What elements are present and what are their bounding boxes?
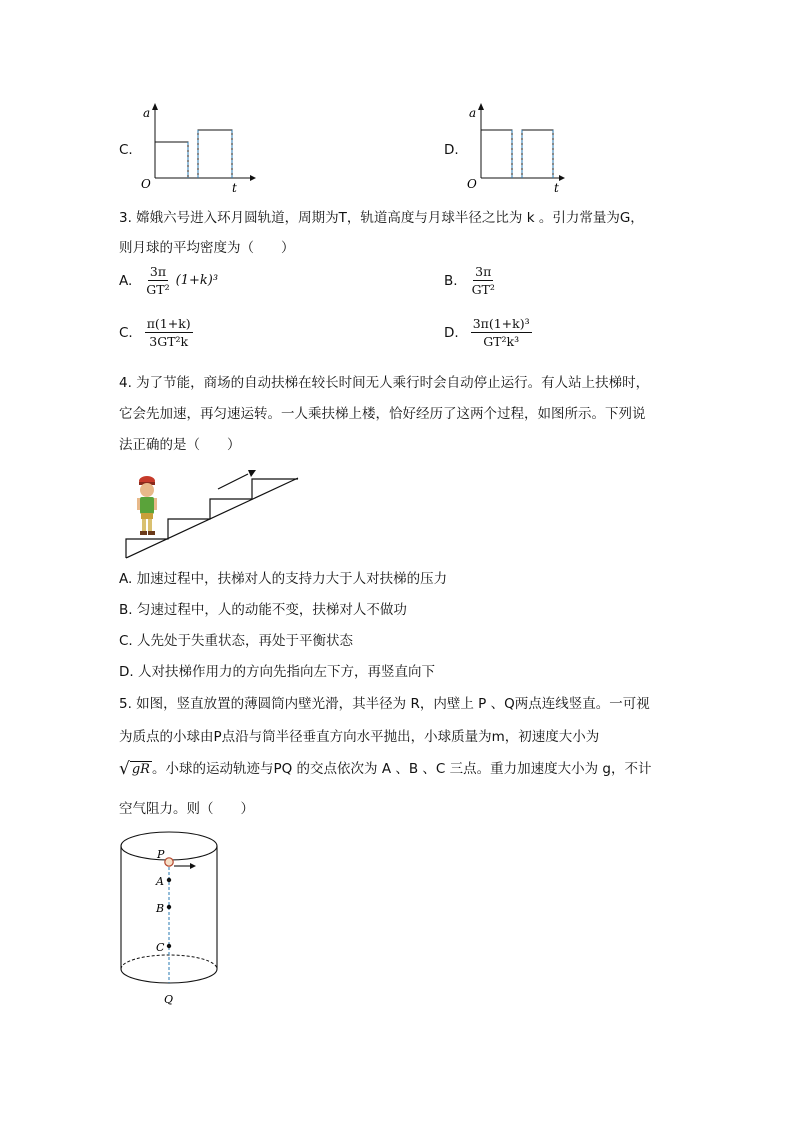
q3-stem-line1: 3. 嫦娥六号进入环月圆轨道，周期为T，轨道高度与月球半径之比为 k 。引力常量为G， xyxy=(119,210,644,226)
q4-option-a: A. 加速过程中，扶梯对人的支持力大于人对扶梯的压力 xyxy=(119,571,448,587)
q3-option-c xyxy=(119,316,193,349)
denominator: GT² xyxy=(471,282,495,297)
graph-option-c xyxy=(138,100,258,195)
q5-stem-line3 xyxy=(119,760,651,778)
q3-option-d xyxy=(444,316,532,349)
option-label: A. xyxy=(119,272,133,289)
q3-stem-line2: 则月球的平均密度为（ ） xyxy=(119,240,295,256)
q4-stem-line3: 法正确的是（ ） xyxy=(119,437,241,453)
option-d-label: D. xyxy=(444,142,459,158)
option-c-label: C. xyxy=(119,142,133,158)
label-b: B xyxy=(156,902,165,915)
label-q: Q xyxy=(164,993,174,1006)
fraction xyxy=(144,264,171,297)
x-axis-label: t xyxy=(232,181,237,195)
label-c: C xyxy=(156,941,165,954)
q4-option-d: D. 人对扶梯作用力的方向先指向左下方，再竖直向下 xyxy=(119,664,435,680)
numerator: π(1+k) xyxy=(146,316,191,331)
option-label: B. xyxy=(444,272,458,289)
sqrt-expression: √ gR xyxy=(119,759,150,779)
label-p: P xyxy=(157,848,165,861)
q3-option-b xyxy=(444,264,497,297)
origin-label: O xyxy=(141,177,151,191)
q5-stem-line4: 空气阻力。则（ ） xyxy=(119,801,254,817)
numerator: 3π xyxy=(149,264,167,279)
escalator-figure xyxy=(120,462,305,562)
denominator: GT²k³ xyxy=(483,334,520,349)
factor: (1+k)³ xyxy=(175,273,219,288)
q5-stem-line3-text: 。小球的运动轨迹与PQ 的交点依次为 A 、B 、C 三点。重力加速度大小为 g，不计 xyxy=(151,761,652,777)
fraction xyxy=(470,264,497,297)
fraction xyxy=(145,316,193,349)
y-axis-label: a xyxy=(469,106,477,120)
q4-option-b: B. 匀速过程中，人的动能不变，扶梯对人不做功 xyxy=(119,602,407,618)
denominator: GT² xyxy=(146,282,170,297)
cylinder-figure xyxy=(110,826,235,1011)
fraction xyxy=(471,316,532,349)
label-a: A xyxy=(156,875,164,888)
q4-option-c: C. 人先处于失重状态，再处于平衡状态 xyxy=(119,633,354,649)
option-label: C. xyxy=(119,324,133,341)
sqrt-radicand: gR xyxy=(131,762,150,777)
denominator: 3GT²k xyxy=(149,334,189,349)
origin-label: O xyxy=(467,177,477,191)
q3-option-a xyxy=(119,264,218,297)
numerator: 3π(1+k)³ xyxy=(472,316,530,331)
option-label: D. xyxy=(444,324,459,341)
person-icon xyxy=(137,476,157,535)
graph-option-d xyxy=(464,100,584,195)
q4-stem-line2: 它会先加速，再匀速运转。一人乘扶梯上楼，恰好经历了这两个过程，如图所示。下列说 xyxy=(119,406,646,422)
x-axis-label: t xyxy=(554,181,559,195)
q5-stem-line1: 5. 如图，竖直放置的薄圆筒内壁光滑，其半径为 R，内壁上 P 、Q两点连线竖直。一可视 xyxy=(119,696,650,712)
numerator: 3π xyxy=(475,264,492,279)
q4-stem-line1: 4. 为了节能，商场的自动扶梯在较长时间无人乘行时会自动停止运行。有人站上扶梯时， xyxy=(119,375,650,391)
y-axis-label: a xyxy=(143,106,151,120)
q5-stem-line2: 为质点的小球由P点沿与筒半径垂直方向水平抛出，小球质量为m，初速度大小为 xyxy=(119,729,600,745)
